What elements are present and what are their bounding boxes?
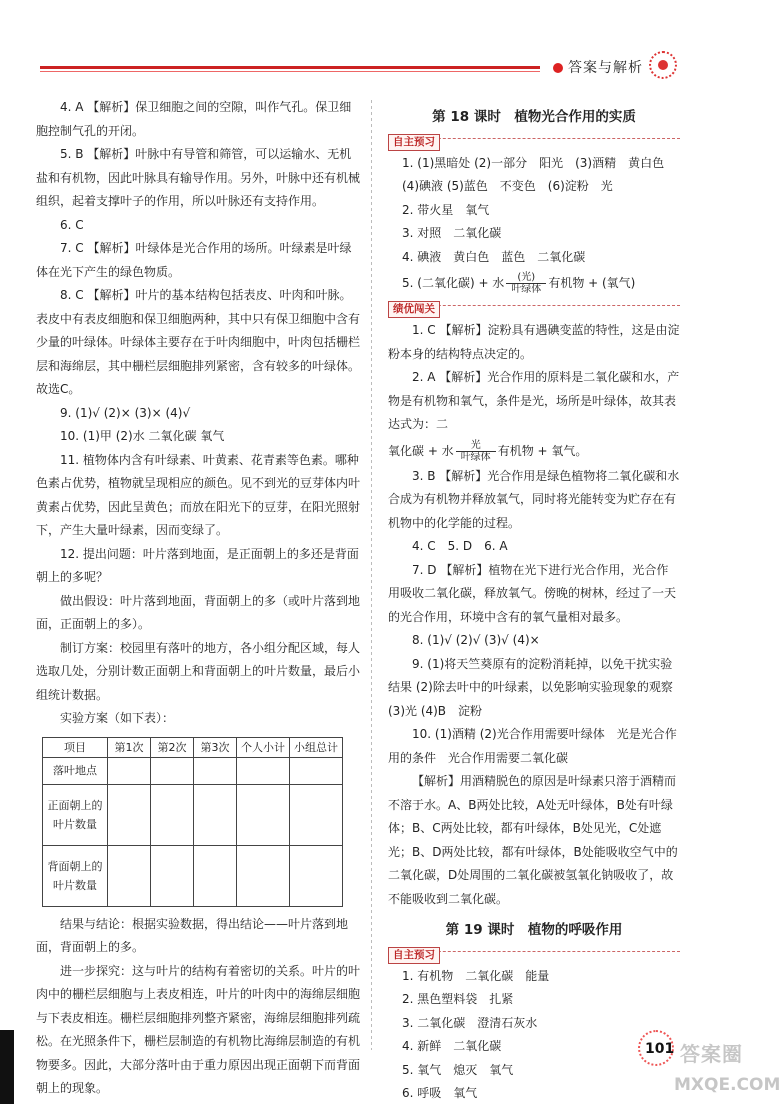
q18-answer-8: 8. (1)√ (2)√ (3)√ (4)× — [412, 633, 540, 647]
tag-advanced — [388, 297, 680, 319]
eq-site: 叶绿体 — [460, 451, 491, 463]
page-number: 101 — [645, 1041, 675, 1057]
table-cell — [108, 757, 151, 784]
table-row — [43, 845, 343, 906]
tag-label: 自主预习 — [388, 947, 440, 964]
answer-12-explore: 进一步探究：这与叶片的结构有着密切的关系。叶片的叶肉中的栅栏层细胞与上表皮相连，叶片的叶肉中的海绵层细胞与下表皮相连。栅栏层细胞排列整齐紧密，海绵层细胞排列疏松。在光照条件下，栅栏层制造的有机物比海绵层制造的有机物要多。因此，大部分落叶由于重力原因出现正面朝下而背面朝上的现象。 — [36, 963, 361, 1095]
left-column — [36, 96, 362, 1101]
table-cell — [237, 845, 290, 906]
table-row — [43, 757, 343, 784]
q18-answer-4-6: 4. C 5. D 6. A — [412, 539, 508, 553]
table-cell — [151, 784, 194, 845]
table-cell — [194, 757, 237, 784]
equation-photosynthesis-2 — [388, 437, 680, 465]
header-bullet-icon — [553, 63, 563, 73]
answer-12-table-caption: 实验方案（如下表）： — [60, 711, 175, 725]
pre18-line: 4. 碘液 黄白色 蓝色 二氧化碳 — [402, 249, 586, 264]
table-header-row — [43, 737, 343, 757]
header-rule-thin — [40, 71, 540, 72]
watermark-logo: 答案圈 — [680, 1042, 743, 1066]
table-row-label: 背面朝上的叶片数量 — [43, 845, 108, 906]
section-18-title: 第 18 课时 植物光合作用的实质 — [432, 109, 636, 125]
answer-12-question: 12. 提出问题：叶片落到地面，是正面朝上的多还是背面朝上的多呢？ — [36, 546, 359, 584]
watermark-url: MXQE.COM — [674, 1075, 780, 1095]
experiment-table — [42, 737, 343, 907]
tag-self-preview-18 — [388, 130, 680, 152]
q18-answer-1: 1. C 【解析】淀粉具有遇碘变蓝的特性，这是由淀粉本身的结构特点决定的。 — [388, 323, 680, 361]
answer-9: 9. (1)√ (2)× (3)× (4)√ — [60, 405, 191, 420]
q18-answer-2: 2. A 【解析】光合作用的原料是二氧化碳和水，产物是有机物和氧气，条件是光，场所是叶绿体，故其表达式为：二 — [388, 370, 680, 431]
table-row — [43, 784, 343, 845]
header-title: 答案与解析 — [568, 60, 643, 76]
header-rule — [40, 66, 540, 69]
table-header-cell: 个人小计 — [237, 737, 290, 757]
right-column — [388, 106, 680, 1106]
column-divider — [371, 100, 372, 1050]
q18-answer-10: 10. (1)酒精 (2)光合作用需要叶绿体 光是光合作用的条件 光合作用需要二氧化碳 — [388, 727, 677, 765]
q18-answer-9: 9. (1)将天竺葵原有的淀粉消耗掉，以免干扰实验结果 (2)除去叶中的叶绿素，以免影响实验现象的观察 (3)光 (4)B 淀粉 — [388, 656, 673, 718]
table-cell — [290, 845, 343, 906]
table-cell — [290, 784, 343, 845]
table-header-cell: 项目 — [43, 737, 108, 757]
pre18-line: 3. 对照 二氧化碳 — [402, 226, 502, 240]
eq-right: 有机物 + 氧气。 — [497, 443, 588, 458]
table-header-cell: 第1次 — [108, 737, 151, 757]
eq-right: 有机物 + (氧气) — [548, 276, 636, 290]
answer-6: 6. C — [60, 217, 84, 232]
tag-self-preview-19 — [388, 943, 680, 965]
table-cell — [194, 845, 237, 906]
answer-4: 4. A 【解析】保卫细胞之间的空隙，叫作气孔。保卫细胞控制气孔的开闭。 — [36, 100, 352, 138]
answer-7: 7. C 【解析】叶绿体是光合作用的场所。叶绿素是叶绿体在光下产生的绿色物质。 — [36, 241, 352, 279]
table-header-cell: 第2次 — [151, 737, 194, 757]
table-row-label: 落叶地点 — [43, 757, 108, 784]
pre18-line: (4)碘液 (5)蓝色 不变色 (6)淀粉 光 — [402, 179, 613, 193]
table-cell — [237, 784, 290, 845]
pre18-line: 1. (1)黑暗处 (2)一部分 阳光 (3)酒精 黄白色 — [402, 155, 665, 170]
table-cell — [237, 757, 290, 784]
header-flower-center-icon — [658, 60, 668, 70]
eq-condition: 光 — [470, 439, 481, 451]
answer-5: 5. B 【解析】叶脉中有导管和筛管，可以运输水、无机盐和有机物，因此叶脉具有输导作用。另外，叶脉中还有机械组织，起着支撑叶子的作用，所以叶脉还有支持作用。 — [36, 147, 361, 208]
table-row-label: 正面朝上的叶片数量 — [43, 784, 108, 845]
table-cell — [151, 757, 194, 784]
pre19-line: 1. 有机物 二氧化碳 能量 — [402, 968, 550, 983]
pre19-line: 5. 氧气 熄灭 氧气 — [402, 1062, 514, 1077]
eq-left: 氧化碳 + 水 — [388, 443, 454, 458]
q18-analysis: 【解析】用酒精脱色的原因是叶绿素只溶于酒精而不溶于水。A、B两处比较，A处无叶绿体，B处有叶绿体；B、C两处比较，都有叶绿体，B处见光，C处遮光；B、D两处比较，都有叶绿体，B处能吸收空气中的二氧化碳，D处周围的二氧化碳被氢氧化钠吸收了，故不能吸收到二氧化碳。 — [388, 774, 678, 906]
answer-11: 11. 植物体内含有叶绿素、叶黄素、花青素等色素。哪种色素占优势，植物就呈现相应的颜色。见不到光的豆芽体内叶黄素占优势，因此呈黄色；而放在阳光下的豆芽，在阳光照射下，产生大量叶绿素，因而变绿了。 — [36, 452, 361, 537]
table-header-cell: 小组总计 — [290, 737, 343, 757]
pre19-line: 3. 二氧化碳 澄清石灰水 — [402, 1015, 538, 1030]
eq-arrow — [506, 272, 546, 295]
tag-label: 绩优闯关 — [388, 301, 440, 318]
table-cell — [108, 784, 151, 845]
answer-12-plan: 制订方案：校园里有落叶的地方，各小组分配区域，每人选取几处，分别计数正面朝上和背面朝上的叶片数量，最后小组统计数据。 — [36, 640, 361, 702]
answer-12-hypothesis: 做出假设：叶片落到地面，背面朝上的多（或叶片落到地面，正面朝上的多）。 — [36, 593, 361, 631]
table-cell — [108, 845, 151, 906]
pre19-line: 6. 呼吸 氧气 — [402, 1086, 478, 1100]
q18-answer-7: 7. D 【解析】植物在光下进行光合作用，光合作用吸收二氧化碳，释放氧气。傍晚的树林，经过了一天的光合作用，环境中含有的氧气量相对最多。 — [388, 562, 677, 624]
pre19-line: 4. 新鲜 二氧化碳 — [402, 1039, 502, 1053]
section-19-title: 第 19 课时 植物的呼吸作用 — [445, 922, 623, 938]
table-cell — [194, 784, 237, 845]
table-cell — [151, 845, 194, 906]
scan-edge — [0, 1030, 14, 1104]
pre18-line: 2. 带火星 氧气 — [402, 202, 490, 217]
equation-photosynthesis — [388, 269, 680, 297]
eq-left: 5. (二氧化碳) + 水 — [402, 276, 505, 290]
table-cell — [290, 757, 343, 784]
answer-10: 10. (1)甲 (2)水 二氧化碳 氧气 — [60, 429, 225, 443]
eq-site: 叶绿体 — [511, 284, 542, 295]
eq-arrow — [456, 440, 496, 463]
q18-answer-3: 3. B 【解析】光合作用是绿色植物将二氧化碳和水合成为有机物并释放氧气，同时将光能转变为贮存在有机物中的化学能的过程。 — [388, 468, 680, 530]
answer-8: 8. C 【解析】叶片的基本结构包括表皮、叶肉和叶脉。表皮中有表皮细胞和保卫细胞两种，其中只有保卫细胞中含有少量的叶绿体。叶绿体主要存在于叶肉细胞中，叶肉包括栅栏层和海绵层，其中栅栏层细胞排列紧密，含有较多的叶绿体。故选C。 — [36, 288, 361, 396]
tag-label: 自主预习 — [388, 134, 440, 151]
pre19-line: 2. 黑色塑料袋 扎紧 — [402, 992, 514, 1006]
table-header-cell: 第3次 — [194, 737, 237, 757]
eq-condition: (光) — [517, 272, 536, 283]
answer-12-conclusion: 结果与结论：根据实验数据，得出结论——叶片落到地面，背面朝上的多。 — [36, 916, 349, 954]
